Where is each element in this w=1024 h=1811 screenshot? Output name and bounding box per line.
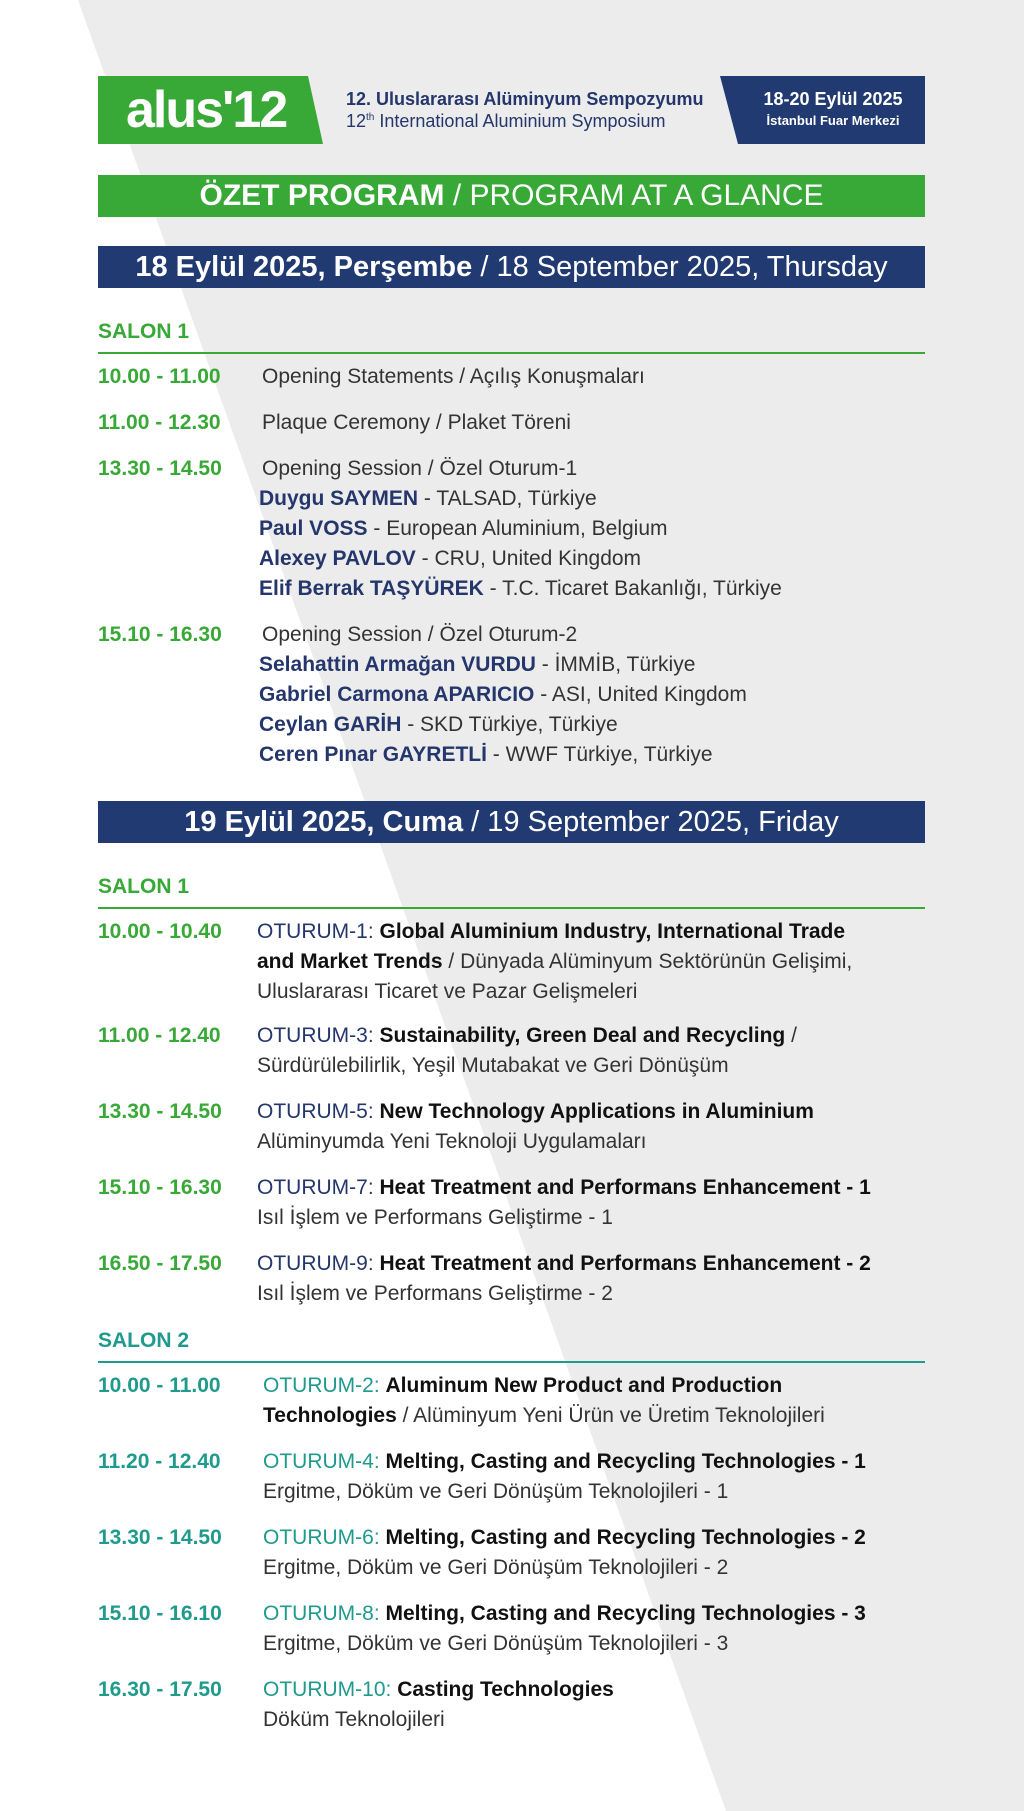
event-dates: 18-20 Eylül 2025 <box>763 89 903 109</box>
session-title: OTURUM-7: Heat Treatment and Performans Enhancement - 1 Isıl İşlem ve Performans Geliştirme - 1 <box>257 1176 871 1229</box>
session-title: Opening Session / Özel Oturum-2 <box>262 623 578 646</box>
day2-bar: 19 Eylül 2025, Cuma / 19 September 2025, Friday <box>98 801 925 843</box>
speaker-list <box>259 484 919 604</box>
session-time: 10.00 - 10.40 <box>98 920 222 943</box>
session-time: 15.10 - 16.10 <box>98 1602 222 1625</box>
session-title: OTURUM-6: Melting, Casting and Recycling Technologies - 2 Ergitme, Döküm ve Geri Dönüşüm Teknolojileri - 2 <box>263 1526 866 1579</box>
event-venue: İstanbul Fuar Merkezi <box>766 113 900 128</box>
session-title: OTURUM-10: Casting Technologies Döküm Teknolojileri <box>263 1678 614 1731</box>
session-time: 11.00 - 12.40 <box>98 1024 221 1047</box>
session-title: OTURUM-2: Aluminum New Product and Production Technologies / Alüminyum Yeni Ürün ve Üretim Teknolojileri <box>263 1374 825 1427</box>
session-time: 13.30 - 14.50 <box>98 1526 222 1549</box>
day2-salon1-heading: SALON 1 <box>98 875 925 909</box>
session-title: OTURUM-5: New Technology Applications in Aluminium Alüminyumda Yeni Teknoloji Uygulamaları <box>257 1100 814 1153</box>
program-title-bar: ÖZET PROGRAM / PROGRAM AT A GLANCE <box>98 175 925 217</box>
session-title: OTURUM-1: Global Aluminium Industry, International Trade and Market Trends / Dünyada Alüminyum Sektörünün Gelişimi, Uluslararası Ticaret ve Pazar Gelişmeleri <box>257 920 853 1003</box>
session-time: 10.00 - 11.00 <box>98 365 221 388</box>
speaker: Alexey PAVLOV - CRU, United Kingdom <box>259 547 642 570</box>
date-badge <box>720 76 925 144</box>
session-title: Opening Session / Özel Oturum-1 <box>262 457 578 480</box>
session-title: Opening Statements / Açılış Konuşmaları <box>262 365 645 388</box>
session-title: OTURUM-3: Sustainability, Green Deal and Recycling / Sürdürülebilirlik, Yeşil Mutabakat ve Geri Dönüşüm <box>257 1024 797 1077</box>
session-time: 13.30 - 14.50 <box>98 457 222 480</box>
logo: alus'12 <box>126 81 287 139</box>
day2-salon2-heading: SALON 2 <box>98 1329 925 1363</box>
session-time: 10.00 - 11.00 <box>98 1374 221 1397</box>
speaker: Paul VOSS - European Aluminium, Belgium <box>259 517 668 540</box>
symposium-title <box>346 89 726 132</box>
session-title: Plaque Ceremony / Plaket Töreni <box>262 411 571 434</box>
speaker: Ceylan GARİH - SKD Türkiye, Türkiye <box>259 713 618 736</box>
session-title: OTURUM-8: Melting, Casting and Recycling Technologies - 3 Ergitme, Döküm ve Geri Dönüşüm Teknolojileri - 3 <box>263 1602 866 1655</box>
session-time: 11.00 - 12.30 <box>98 411 221 434</box>
session-time: 16.50 - 17.50 <box>98 1252 222 1275</box>
session-time: 15.10 - 16.30 <box>98 623 222 646</box>
session-time: 13.30 - 14.50 <box>98 1100 222 1123</box>
session-time: 16.30 - 17.50 <box>98 1678 222 1701</box>
symposium-title-tr: 12. Uluslararası Alüminyum Sempozyumu <box>346 89 704 109</box>
symposium-title-en: 12th International Aluminium Symposium <box>346 111 666 131</box>
speaker: Duygu SAYMEN - TALSAD, Türkiye <box>259 487 597 510</box>
day1-salon-heading: SALON 1 <box>98 320 925 354</box>
session-title: OTURUM-4: Melting, Casting and Recycling Technologies - 1 Ergitme, Döküm ve Geri Dönüşüm Teknolojileri - 1 <box>263 1450 866 1503</box>
session-time: 15.10 - 16.30 <box>98 1176 222 1199</box>
day1-bar: 18 Eylül 2025, Perşembe / 18 September 2025, Thursday <box>98 246 925 288</box>
session-time: 11.20 - 12.40 <box>98 1450 221 1473</box>
header <box>98 76 925 144</box>
speaker: Ceren Pınar GAYRETLİ - WWF Türkiye, Türkiye <box>259 743 713 766</box>
speaker: Gabriel Carmona APARICIO - ASI, United Kingdom <box>259 683 747 706</box>
speaker-list <box>259 650 919 770</box>
speaker: Selahattin Armağan VURDU - İMMİB, Türkiye <box>259 653 696 676</box>
session-title: OTURUM-9: Heat Treatment and Performans Enhancement - 2 Isıl İşlem ve Performans Geliştirme - 2 <box>257 1252 871 1305</box>
speaker: Elif Berrak TAŞYÜREK - T.C. Ticaret Bakanlığı, Türkiye <box>259 577 782 600</box>
